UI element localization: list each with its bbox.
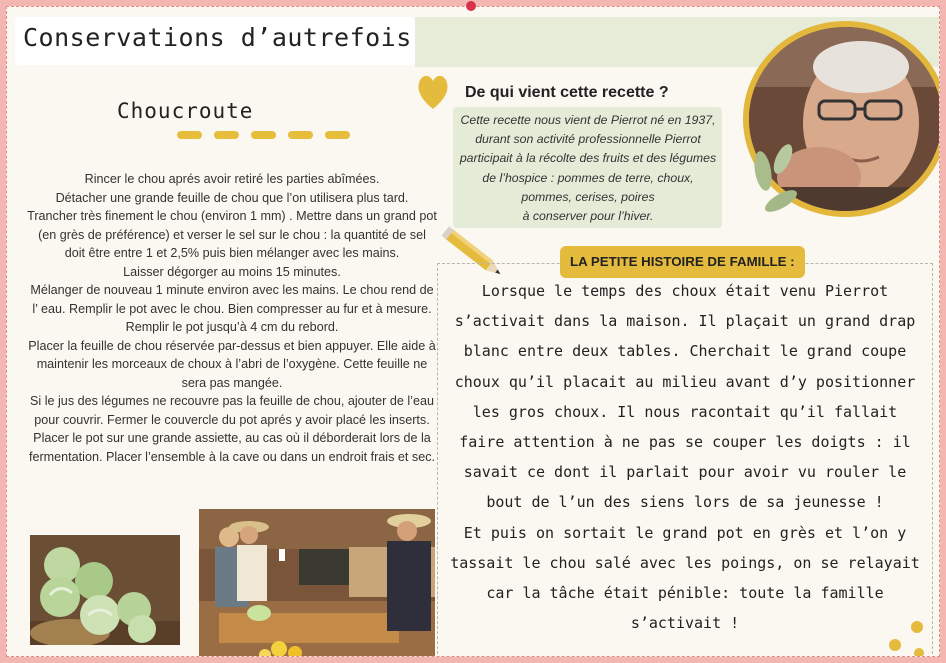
page-frame bbox=[6, 6, 940, 657]
pin-dot bbox=[466, 1, 476, 11]
origin-text: Cette recette nous vient de Pierrot né en 1937, durant son activité professionnelle Pierrot participait à la récolte des fruits et des légumes de l’hospice : pommes de terre, choux, pommes, cerises, poires à conserver pour l’hiver. bbox=[459, 113, 717, 224]
cabbage-photo bbox=[30, 535, 180, 645]
decorative-dashes bbox=[177, 131, 350, 139]
page-title: Conservations d’autrefois bbox=[23, 23, 412, 52]
recipe-title: Choucroute bbox=[117, 99, 254, 123]
recipe-instructions: Rincer le chou aprés avoir retiré les parties abîmées. Détacher une grande feuille de chou que l’on utilisera plus tard. Trancher très finement le chou (environ 1 mm) . Mettre dans un grand pot (en grès de préférence) et verser le sel sur le chou : la quantité de sel doit être entre 1 et 2,5% puis bien mélanger avec les mains. Laisser dégorger au moins 15 minutes. Mélanger de nouveau 1 minute environ avec les mains. Le chou rend de l’ eau. Remplir le pot avec le chou. Bien compresser au fur et à mesure. Remplir le pot jusqu’à 4 cm du rebord. Placer la feuille de chou réservée par-dessus et bien appuyer. Elle aide à maintenir les morceaux de choux à l’abri de l’oxygène. Cette feuille ne sera pas mangée. Si le jus des légumes ne recouvre pas la feuille de chou, ajouter de l’eau pour couvrir. Fermer le couvercle du pot aprés y avoir placé les inserts. Placer le pot sur une grande assiette, au cas où il déborderait lors de la fermentation. Placer l’ensemble à la cave ou dans un endroit frais et sec. bbox=[27, 172, 437, 464]
heart-icon bbox=[417, 71, 449, 111]
origin-heading: De qui vient cette recette ? bbox=[465, 84, 669, 101]
story-label: LA PETITE HISTOIRE DE FAMILLE : bbox=[560, 246, 805, 278]
decorative-dots bbox=[889, 621, 934, 657]
people-harvest-photo bbox=[199, 509, 435, 657]
story-text: Lorsque le temps des choux était venu Pierrot s’activait dans la maison. Il plaçait un grand drap blanc entre deux tables. Cherchait le grand coupe choux qu’il placait au milieu avant d’y positionner les gros choux. Il nous racontait qu’il fallait faire attention à ne pas se couper les doigts : il savait ce dont il parlait pour avoir vu rouler le bout de l’un des siens lors de sa jeunesse ! Et puis on sortait le grand pot en grès et l’on y tassait le chou salé avec les poings, on se relayait car la tâche était pénible: toute la famille s’activait ! bbox=[450, 282, 920, 633]
leaf-icon bbox=[745, 141, 805, 221]
